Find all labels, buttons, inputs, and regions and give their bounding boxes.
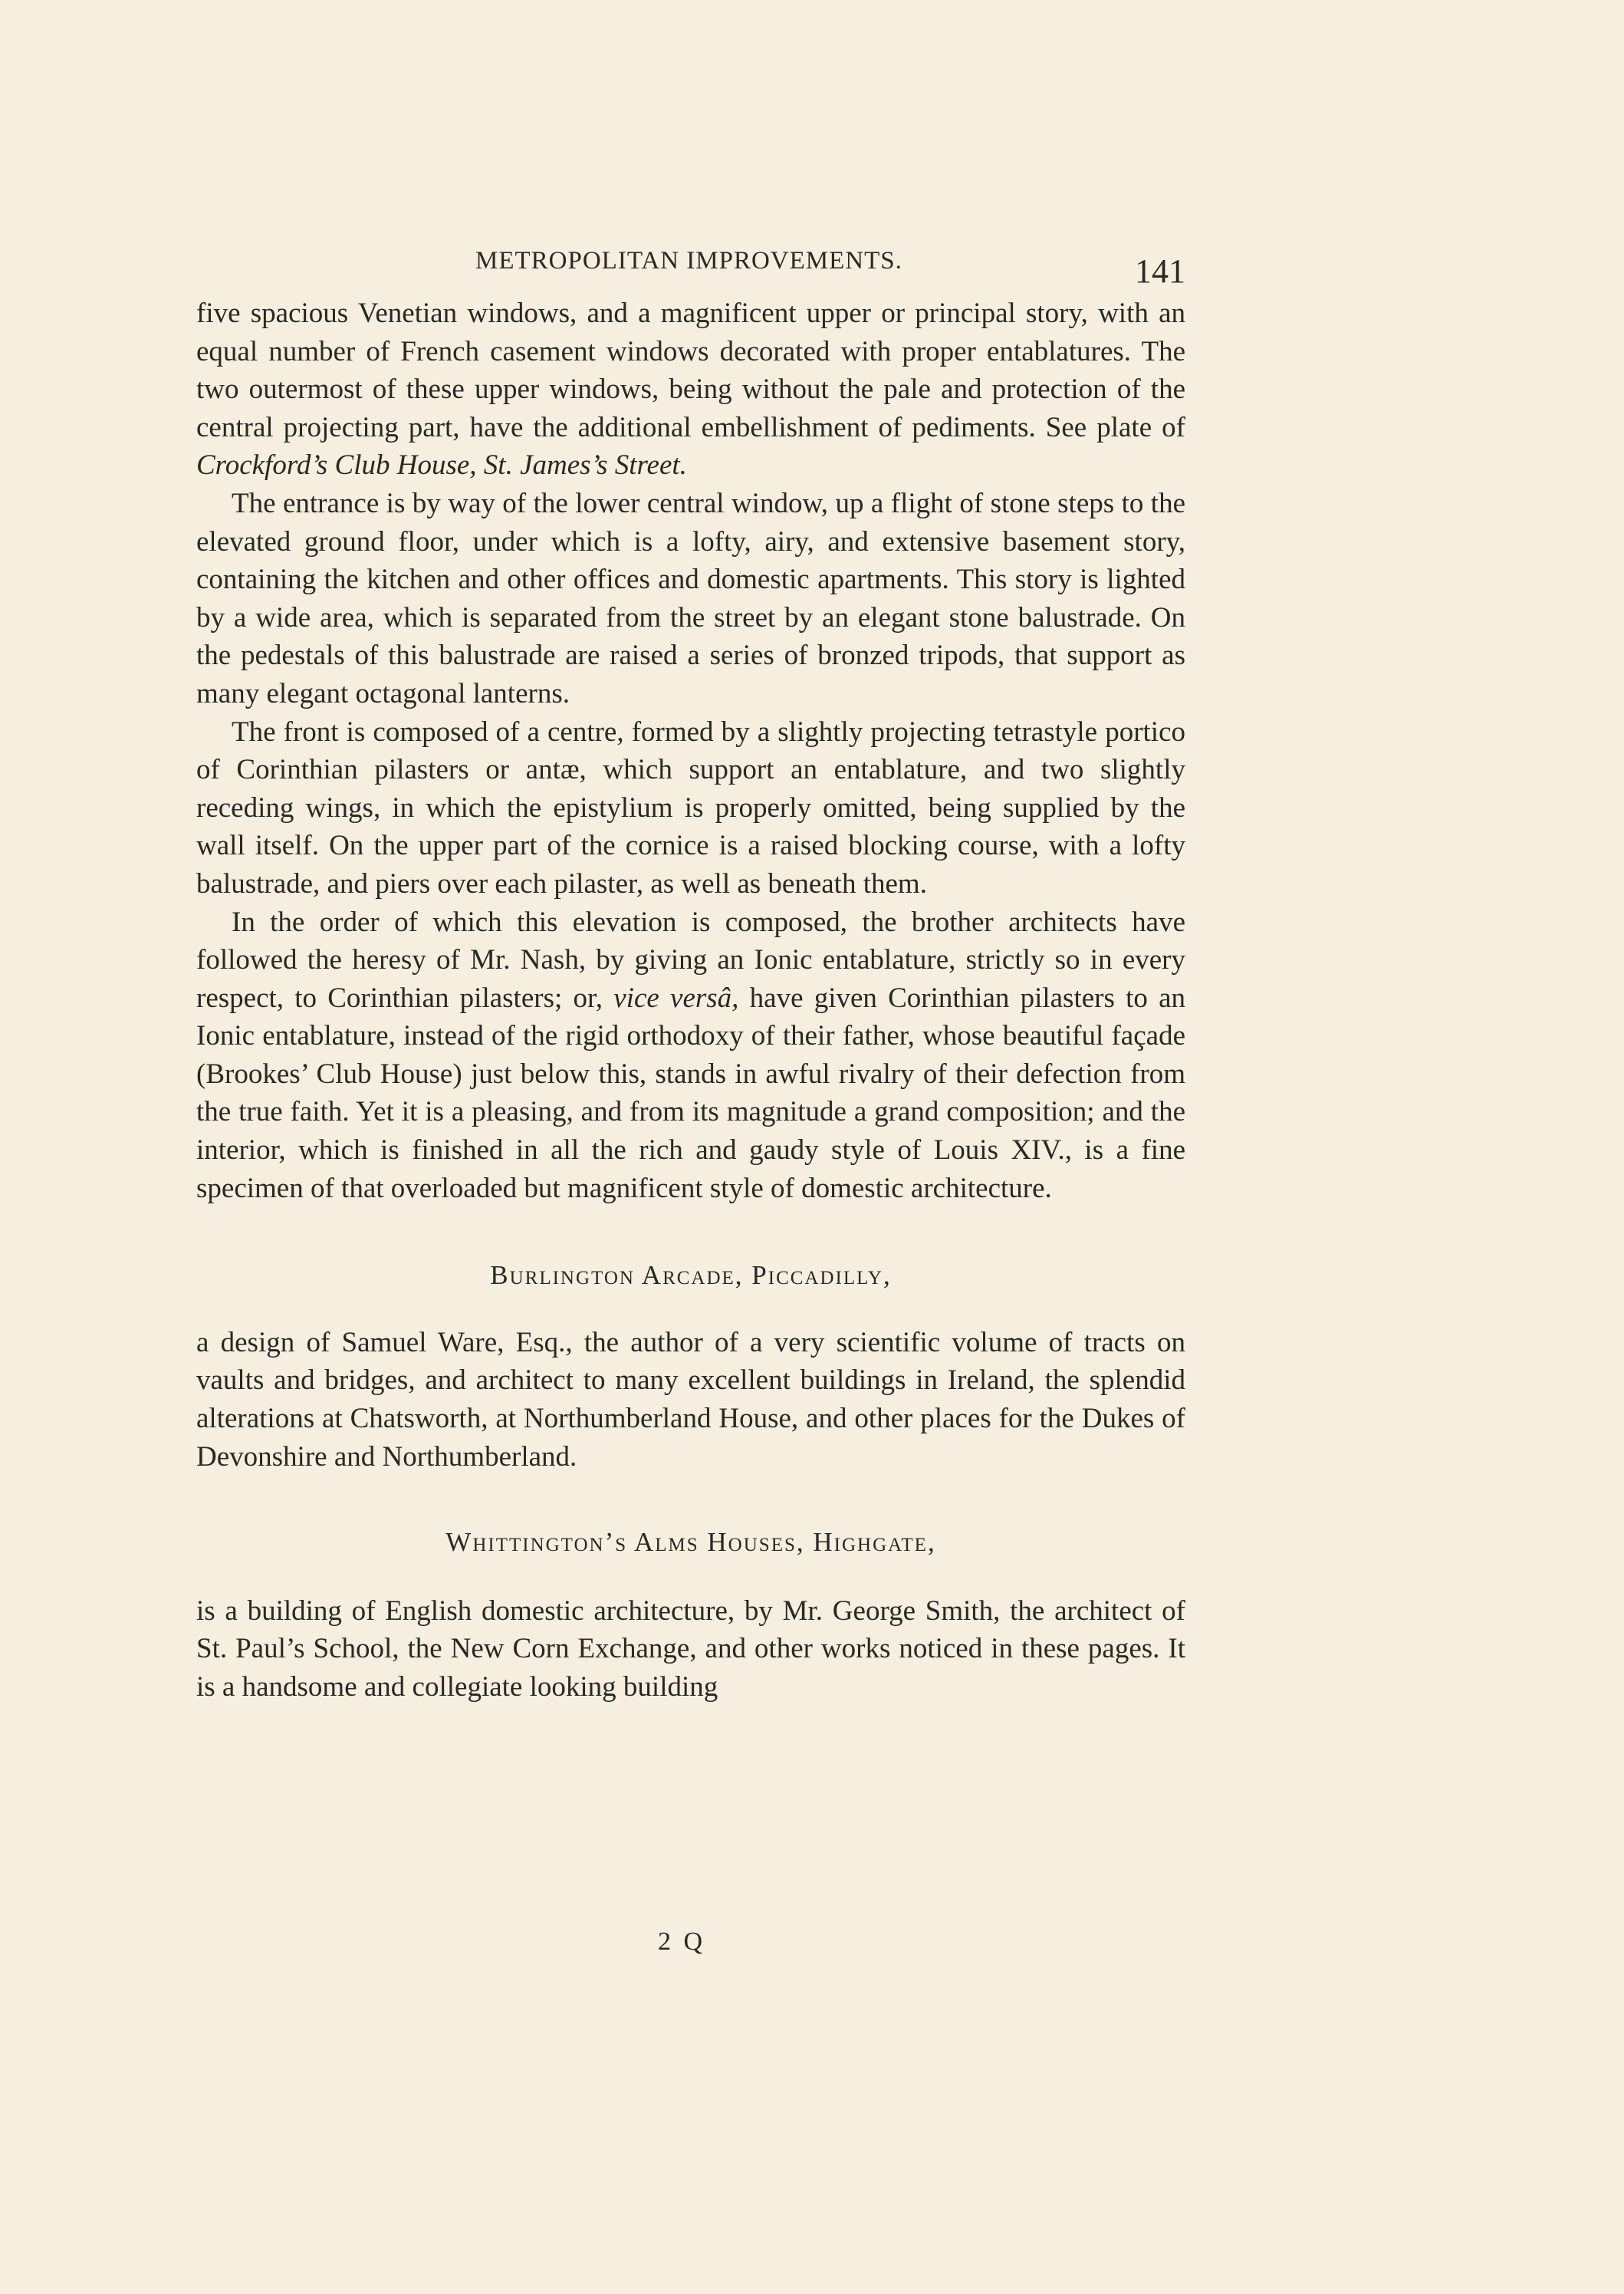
paragraph-5: a design of Samuel Ware, Esq., the author of a very scientific volume of tracts on vaults and bridges, and architect to many excellent buildings in Ireland, the splendid alterations at Chatsworth, at Northumberland House, and other places for the Dukes of Devonshire and Northumberland. [196,1326,1185,1473]
running-title: METROPOLITAN IMPROVEMENTS. [475,247,902,275]
paragraph-1-text: five spacious Venetian windows, and a magnificent upper or principal story, with an equal number of French casement windows decorated with proper entablatures. The two outermost of these upper windows, being without the pale and protection of the central projecting part, have the additional embellishment of pediments. See plate of [196,298,1185,443]
paragraph-2: The entrance is by way of the lower central window, up a flight of stone steps to the elevated ground floor, under which is a lofty, airy, and extensive basement story, containing the kitchen and other offices and domestic apartments. This story is lighted by a wide area, which is separated from the street by an elegant stone balustrade. On the pedestals of this balustrade are raised a series of bronzed tripods, that support as many elegant octagonal lanterns. [196,487,1185,709]
body-text [196,295,1185,1707]
section-heading-whittington: Whittington’s Alms Houses, Highgate, [445,1527,936,1558]
paragraph-3: The front is composed of a centre, formed by a slightly projecting tetrastyle portico of Corinthian pilasters or antæ, which support an entablature, and two slightly receding wings, in which the epistylium is properly omitted, being supplied by the wall itself. On the upper part of the cornice is a raised blocking course, with a lofty balustrade, and piers over each pilaster, as well as beneath them. [196,716,1185,900]
paragraph-6: is a building of English domestic architecture, by Mr. George Smith, the architect of St. Paul’s School, the New Corn Exchange, and other works noticed in these pages. It is a handsome and collegiate looking building [196,1595,1185,1703]
vice-versa-phrase: vice versâ, [613,982,739,1014]
paragraph-4-after: have given Corinthian pilasters to an Ionic entablature, instead of the rigid orthodoxy of their father, whose beautiful façade (Brookes’ Club House) just below this, stands in awful rivalry of their defection from the true faith. Yet it is a pleasing, and from its magnitude a grand composition; and the interior, which is finished in all the rich and gaudy style of Louis XIV., is a fine specimen of that overloaded but magnificent style of domestic architecture. [196,982,1185,1204]
paragraph-4 [196,903,1185,1208]
paragraph-4-before: In the order of which this elevation is composed, the brother architects have followed the heresy of Mr. Nash, by giving an Ionic entablature, strictly so in every respect, to Corinthian pilasters; or, [196,906,1185,1014]
signature-mark: 2 Q [658,1927,706,1956]
running-head [196,238,1185,290]
section-heading-burlington: Burlington Arcade, Piccadilly, [490,1260,892,1291]
paragraph-1 [196,295,1185,485]
plate-reference: Crockford’s Club House, St. James’s Street. [196,449,687,482]
page-number: 141 [1135,252,1185,290]
